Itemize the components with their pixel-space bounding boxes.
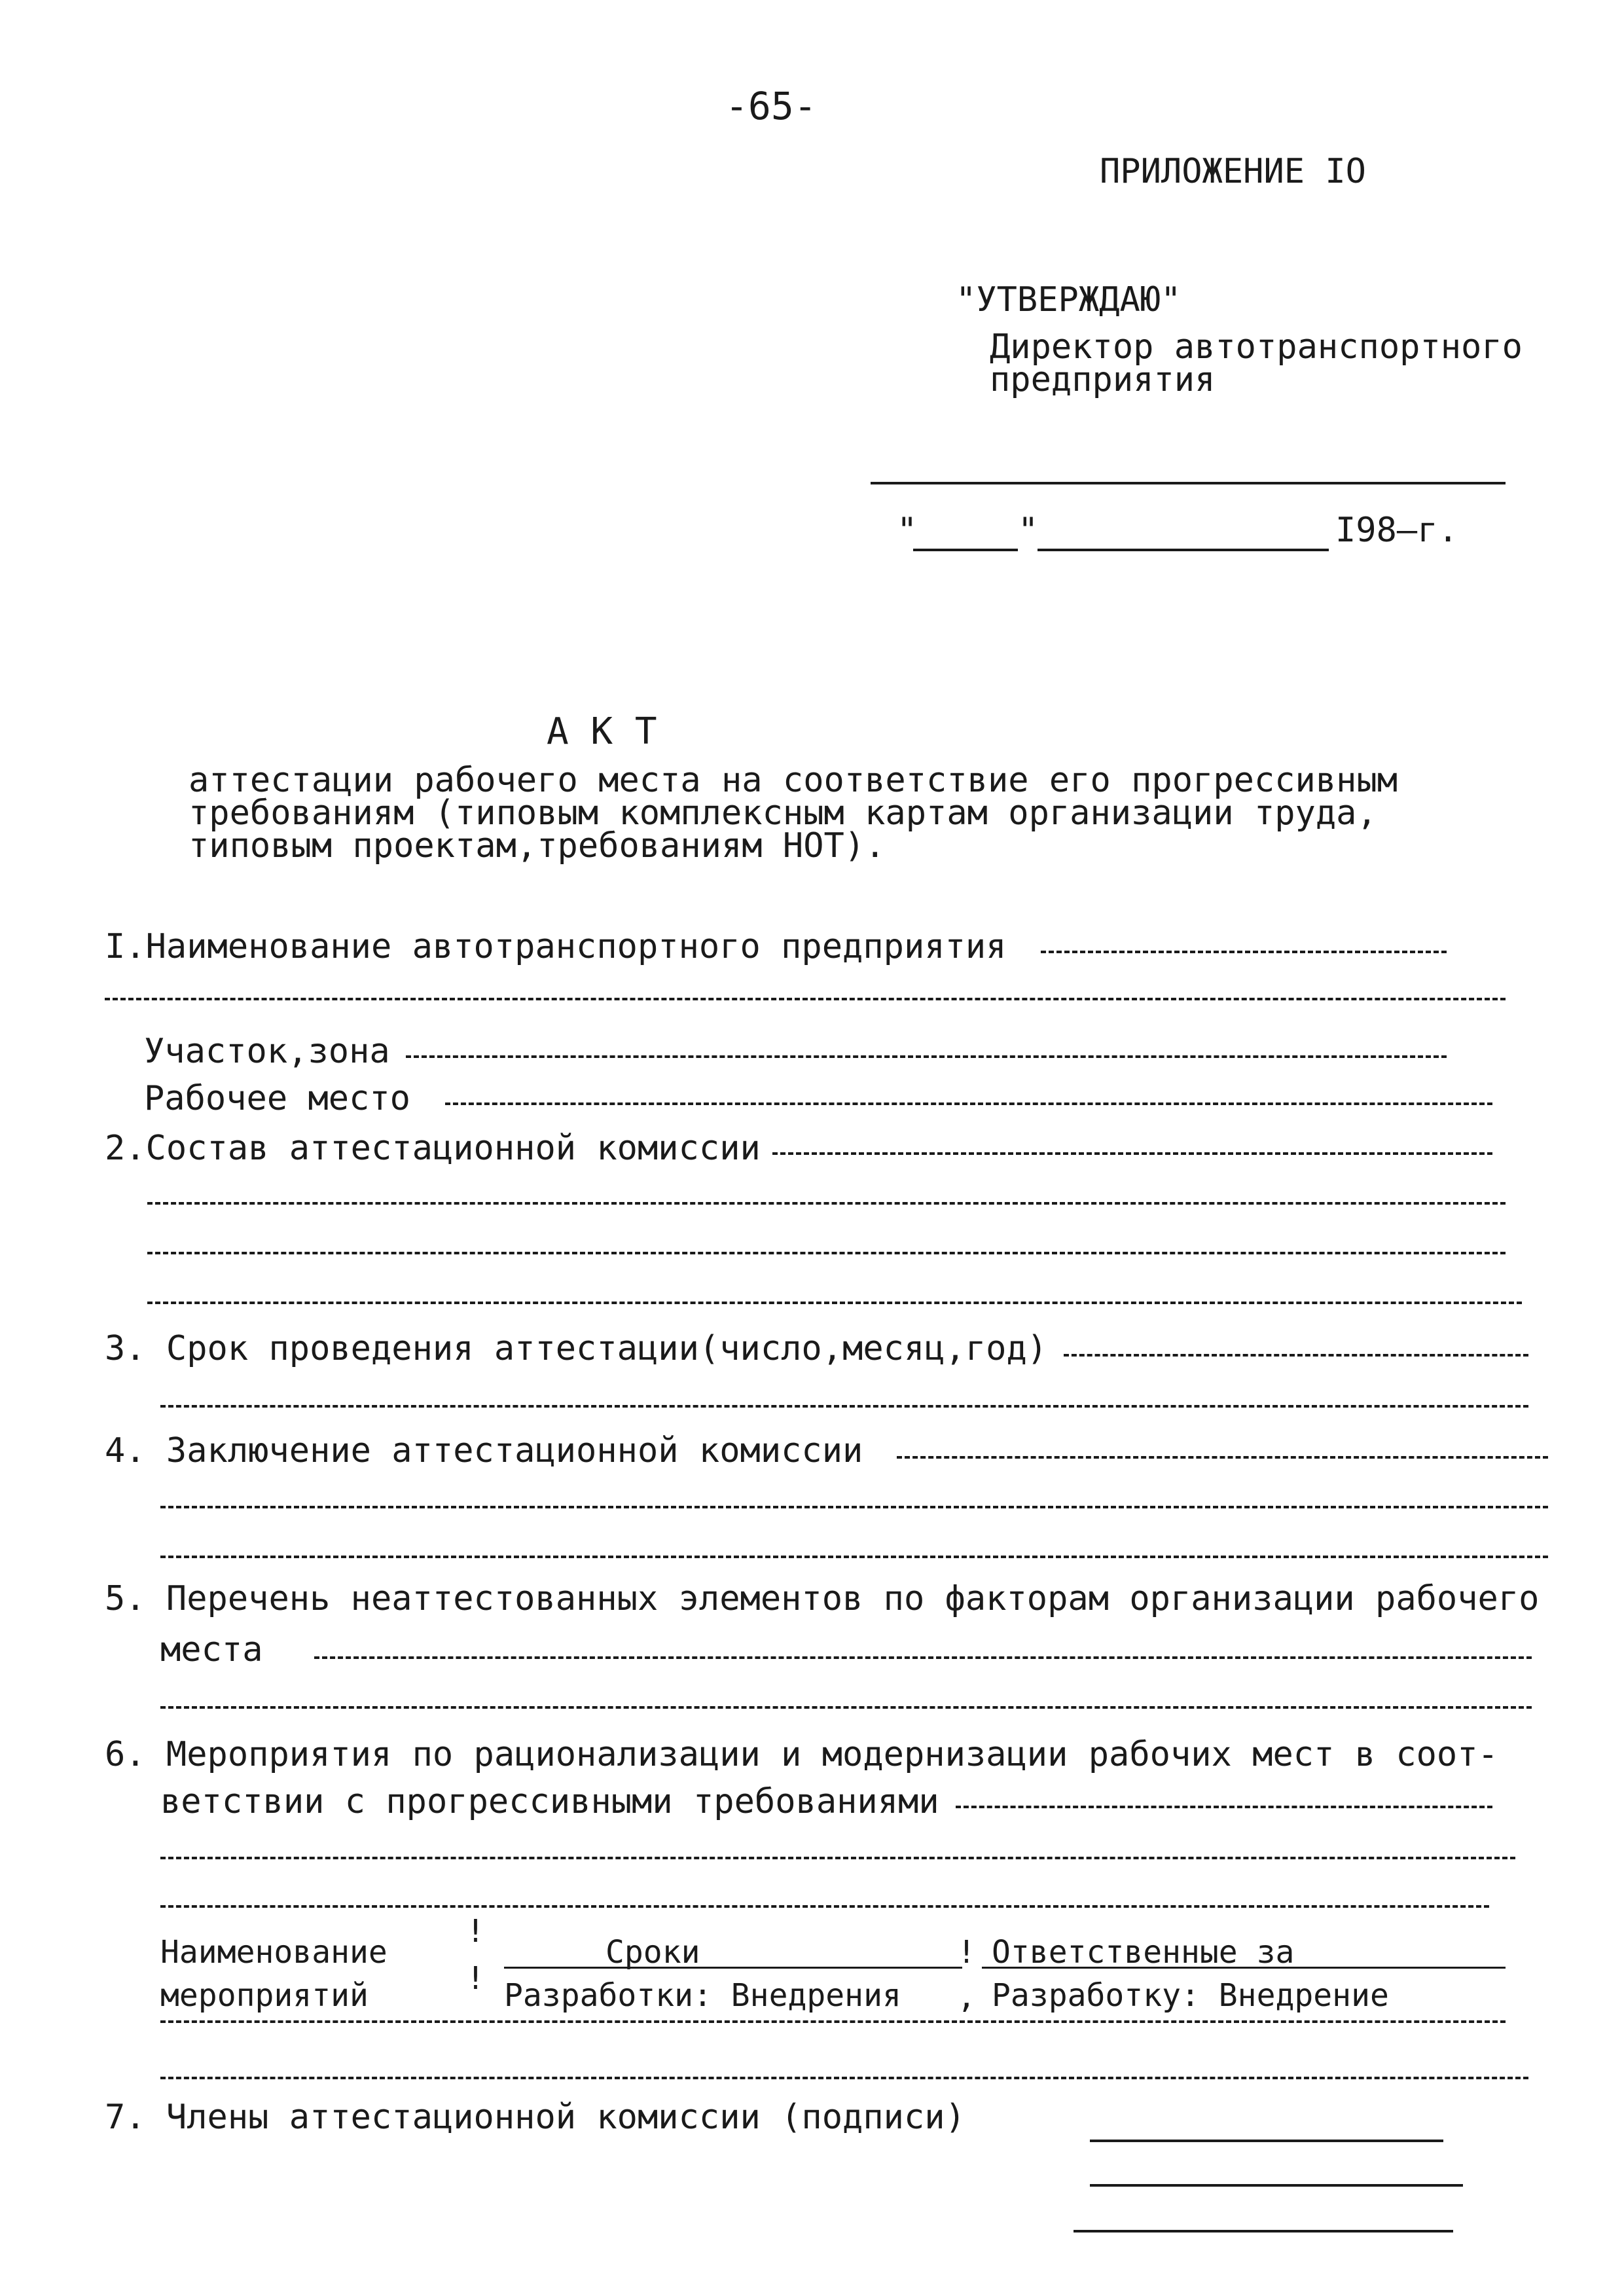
table-row-line-2 xyxy=(160,2077,1528,2079)
section-6-line-2 xyxy=(160,1857,1515,1859)
section-4-fill-line xyxy=(897,1456,1548,1459)
date-quote-close: " xyxy=(1018,511,1039,550)
signature-line-2 xyxy=(1090,2184,1463,2187)
section-6-line-3 xyxy=(160,1905,1489,1908)
approval-enterprise: предприятия xyxy=(990,360,1216,399)
section-7-label: 7. Члены аттестационной комиссии (подписи) xyxy=(105,2098,965,2137)
table-col-2-header-underline xyxy=(504,1967,962,1969)
section-2-line-2 xyxy=(147,1202,1506,1205)
section-1-area-line xyxy=(406,1055,1447,1058)
table-row-line-1 xyxy=(160,2020,1506,2023)
table-col-1-header-line-1: Наименование xyxy=(160,1934,388,1971)
section-6-fill-line xyxy=(956,1806,1492,1808)
signature-line-1 xyxy=(1090,2140,1443,2142)
table-separator-mid-2: , xyxy=(957,1978,976,2015)
table-separator-mid: ! xyxy=(957,1934,976,1971)
section-1-line-2 xyxy=(105,998,1506,1000)
table-col-2-subheader: Разработки: Внедрения xyxy=(504,1977,901,2014)
date-year: I98—г. xyxy=(1335,511,1458,550)
section-1-label: I.Наименование автотранспортного предприятия xyxy=(105,927,1007,966)
table-col-3-header-underline xyxy=(982,1967,1506,1969)
section-4-line-3 xyxy=(160,1556,1548,1558)
section-2-label: 2.Состав аттестационной комиссии xyxy=(105,1129,761,1168)
date-month-line xyxy=(1038,549,1329,551)
approval-heading: "УТВЕРЖДАЮ" xyxy=(956,280,1182,319)
date-day-line xyxy=(913,549,1018,551)
table-col-2-header: Сроки xyxy=(605,1934,700,1971)
section-4-label: 4. Заключение аттестационной комиссии xyxy=(105,1431,863,1470)
section-1-workplace-line xyxy=(445,1102,1492,1105)
section-2-line-3 xyxy=(147,1252,1506,1254)
section-1-area-label: Участок,зона xyxy=(144,1032,390,1071)
approval-signature-line xyxy=(871,482,1506,484)
table-separator-top: ! xyxy=(466,1913,485,1950)
section-1-fill-line xyxy=(1041,951,1447,953)
table-separator-bottom: ! xyxy=(466,1960,485,1997)
section-3-label: 3. Срок проведения аттестации(число,месяц,год) xyxy=(105,1329,1048,1368)
approval-director: Директор автотранспортного xyxy=(990,327,1523,367)
section-1-workplace-label: Рабочее место xyxy=(144,1079,410,1118)
section-2-line-4 xyxy=(147,1302,1522,1304)
signature-line-3 xyxy=(1074,2230,1453,2232)
section-5-fill-line xyxy=(314,1656,1532,1659)
section-6-label-line-2: ветствии с прогрессивными требованиями xyxy=(160,1782,939,1821)
date-quote-open: " xyxy=(897,511,918,550)
section-5-label-line-1: 5. Перечень неаттестованных элементов по факторам организации рабочего xyxy=(105,1579,1540,1618)
section-6-label-line-1: 6. Мероприятия по рационализации и модернизации рабочих мест в соот- xyxy=(105,1735,1498,1774)
section-3-line-2 xyxy=(160,1405,1528,1408)
subtitle-line-3: типовым проектам,требованиям НОТ). xyxy=(189,826,886,866)
appendix-label: ПРИЛОЖЕНИЕ IO xyxy=(1100,152,1366,191)
table-col-3-subheader: Разработку: Внедрение xyxy=(992,1977,1389,2014)
subtitle-line-2: требованиям (типовым комплексным картам организации труда, xyxy=(189,793,1377,833)
subtitle-line-1: аттестации рабочего места на соответствие его прогрессивным xyxy=(189,761,1398,800)
section-4-line-2 xyxy=(160,1506,1548,1508)
section-2-fill-line xyxy=(772,1152,1492,1155)
section-5-label-line-2: места xyxy=(160,1630,263,1669)
table-col-3-header: Ответственные за xyxy=(992,1934,1295,1971)
section-5-line-2 xyxy=(160,1706,1532,1709)
table-col-1-header-line-2: мероприятий xyxy=(160,1977,369,2014)
document-title: А К Т xyxy=(547,710,657,753)
page-number: -65- xyxy=(725,84,817,128)
section-3-fill-line xyxy=(1064,1354,1528,1357)
